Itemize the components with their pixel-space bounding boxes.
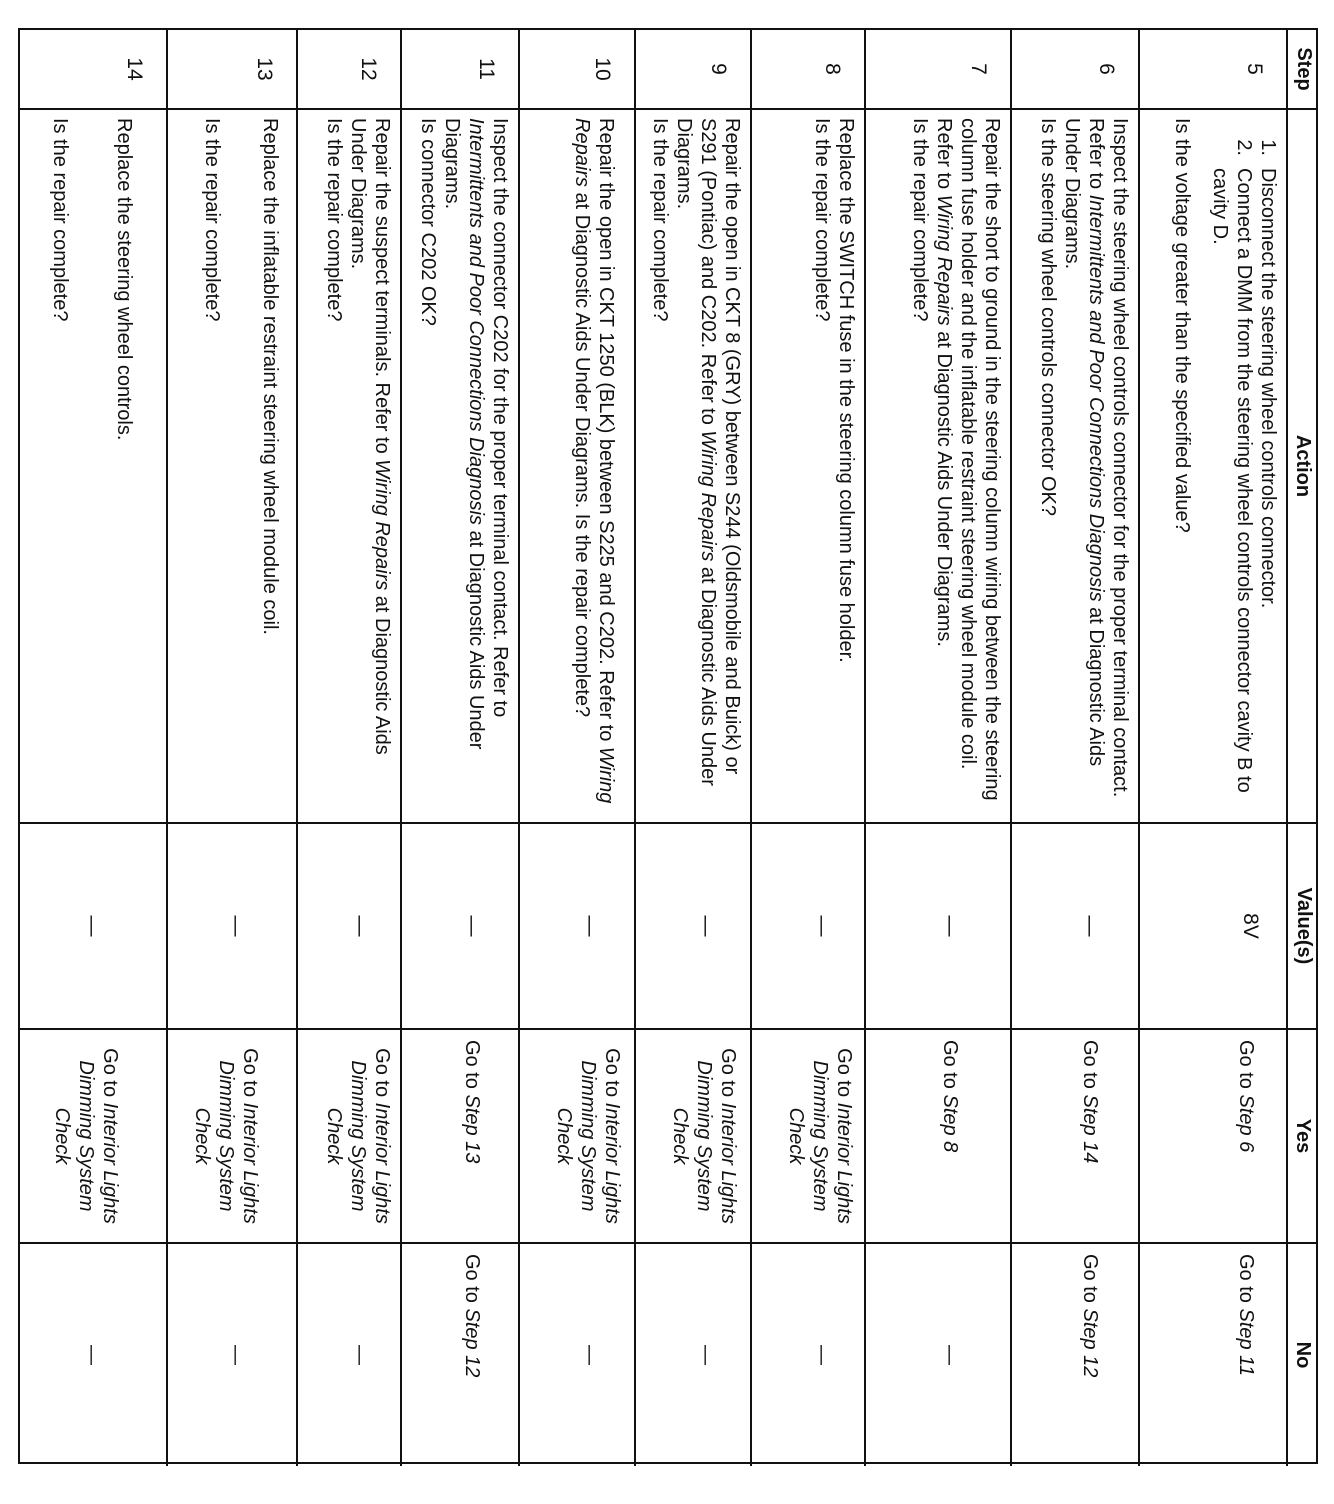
action-text: Repair the suspect terminals. Refer to Wiring Repairs at Diagnostic Aids Under Diagrams. <box>347 118 393 755</box>
yes-link: Interior Lights Dimming System Check <box>785 1060 855 1224</box>
action-cell <box>636 108 750 822</box>
action-question: Is the repair complete? <box>201 118 223 322</box>
step-number: 6 <box>1095 63 1118 75</box>
step-number: 13 <box>253 57 276 81</box>
action-cell <box>1012 108 1138 822</box>
no-cell: — <box>18 1242 166 1466</box>
table-row-step-14 <box>18 30 168 1466</box>
yes-link: Interior Lights Dimming System Check <box>669 1060 739 1224</box>
yes-link: Interior Lights Dimming System Check <box>553 1060 623 1224</box>
diagnostic-table-rotated-content <box>18 30 1318 1466</box>
yes-cell: Go to Interior Lights Dimming System Check <box>520 1028 634 1242</box>
yes-cell: Go to Interior Lights Dimming System Check <box>168 1028 296 1242</box>
action-cell <box>402 108 518 822</box>
action-cell <box>1140 108 1286 822</box>
table-row-step-6 <box>1012 30 1140 1466</box>
value-cell: — <box>520 822 634 1028</box>
no-cell: — <box>168 1242 296 1466</box>
yes-link: Step 6 <box>1235 1094 1257 1153</box>
action-question: Is the repair complete? <box>811 118 833 322</box>
action-cell <box>752 108 864 822</box>
action-question: Is the repair complete? <box>909 118 931 322</box>
value-cell: — <box>636 822 750 1028</box>
value-cell: — <box>1012 822 1138 1028</box>
yes-link: Interior Lights Dimming System Check <box>323 1060 393 1224</box>
step-number: 7 <box>967 63 990 75</box>
table-row-step-5 <box>1140 30 1288 1466</box>
yes-cell: Go to Interior Lights Dimming System Check <box>752 1028 864 1242</box>
step-number: 9 <box>707 63 730 75</box>
step-number: 10 <box>591 57 614 81</box>
no-link: Step 12 <box>461 1308 483 1378</box>
yes-link: Step 8 <box>939 1094 961 1153</box>
list-item: 2. Connect a DMM from the steering wheel controls connector cavity B to cavity D. <box>1209 139 1255 793</box>
action-cell <box>298 108 400 822</box>
yes-link: Step 14 <box>1079 1094 1101 1164</box>
action-cell <box>866 108 1010 822</box>
action-question: Is the steering wheel controls connector OK? <box>1037 118 1059 516</box>
no-cell: Go to Step 12 <box>1012 1242 1138 1466</box>
action-list <box>1208 118 1280 814</box>
no-link: Step 11 <box>1235 1308 1257 1376</box>
action-text: Inspect the steering wheel controls connector for the proper terminal contact. Refer to Intermittents and Poor Connections Diagnosis at Diagnostic Aids Under Diagrams. <box>1061 118 1131 798</box>
value-cell: — <box>866 822 1010 1028</box>
yes-link: Step 13 <box>461 1094 483 1164</box>
yes-cell: Go to Interior Lights Dimming System Check <box>18 1028 166 1242</box>
yes-cell: Go to Interior Lights Dimming System Check <box>298 1028 400 1242</box>
no-cell: — <box>752 1242 864 1466</box>
yes-cell: Go to Step 6 <box>1140 1028 1286 1242</box>
step-number: 12 <box>357 57 380 81</box>
action-question: Is the repair complete? <box>49 118 71 322</box>
action-question: Is the voltage greater than the specified value? <box>1171 118 1193 533</box>
step-number: 8 <box>821 63 844 75</box>
table-row-step-7 <box>866 30 1012 1466</box>
diagnostic-table <box>18 28 1318 1464</box>
value-cell: — <box>298 822 400 1028</box>
action-text: Repair the short to ground in the steering column wiring between the steering column fuse holder and the inflatable restraint steering wheel module coil. Refer to Wiring Repairs at Diagnostic Aids Under Diagrams. <box>933 118 1003 801</box>
header-no: No <box>1288 1242 1318 1466</box>
list-item: 1. Disconnect the steering wheel controls connector. <box>1257 139 1279 609</box>
action-question: Is the repair complete? <box>649 118 671 322</box>
value-cell: 8V <box>1140 822 1286 1028</box>
step-number: 5 <box>1243 63 1266 75</box>
value-cell: — <box>18 822 166 1028</box>
table-row-step-9 <box>636 30 752 1466</box>
action-text: Replace the SWITCH fuse in the steering column fuse holder. <box>835 118 857 663</box>
step-number: 14 <box>123 57 146 81</box>
action-question: Is connector C202 OK? <box>417 118 439 326</box>
no-cell: — <box>636 1242 750 1466</box>
yes-cell: Go to Step 13 <box>402 1028 518 1242</box>
value-cell: — <box>168 822 296 1028</box>
action-text: Replace the inflatable restraint steering wheel module coil. <box>259 118 281 635</box>
value-cell: — <box>402 822 518 1028</box>
table-row-step-8 <box>752 30 866 1466</box>
header-values: Value(s) <box>1288 822 1318 1028</box>
yes-cell: Go to Step 14 <box>1012 1028 1138 1242</box>
header-step: Step <box>1293 47 1315 91</box>
action-text: Repair the open in CKT 8 (GRY) between S244 (Oldsmobile and Buick) or S291 (Pontiac) and C202. Refer to Wiring Repairs at Diagnostic Aids Under Diagrams. <box>673 118 743 786</box>
no-cell: — <box>866 1242 1010 1466</box>
action-text: Inspect the connector C202 for the proper terminal contact. Refer to Intermittents and Poor Connections Diagnosis at Diagnostic Aids Under Diagrams. <box>441 118 511 750</box>
yes-link: Interior Lights Dimming System Check <box>51 1060 121 1224</box>
value-cell: — <box>752 822 864 1028</box>
table-row-step-13 <box>168 30 298 1466</box>
action-cell <box>168 108 296 822</box>
action-text: Repair the open in CKT 1250 (BLK) between S225 and C202. Refer to Wiring Repairs at Diagnostic Aids Under Diagrams. Is the repair complete? <box>571 118 617 804</box>
no-link: Step 12 <box>1079 1308 1101 1378</box>
action-cell <box>520 108 634 822</box>
action-cell <box>18 108 166 822</box>
action-question: Is the repair complete? <box>323 118 345 322</box>
action-text: Replace the steering wheel controls. <box>113 118 135 441</box>
header-action: Action <box>1288 108 1318 822</box>
no-cell: — <box>520 1242 634 1466</box>
no-cell: Go to Step 12 <box>402 1242 518 1466</box>
no-cell: Go to Step 11 <box>1140 1242 1286 1466</box>
table-row-step-10 <box>520 30 636 1466</box>
yes-cell: Go to Step 8 <box>866 1028 1010 1242</box>
yes-link: Interior Lights Dimming System Check <box>191 1060 261 1224</box>
table-header-row <box>1288 30 1318 1466</box>
header-yes: Yes <box>1288 1028 1318 1242</box>
no-cell: — <box>298 1242 400 1466</box>
table-row-step-12 <box>298 30 402 1466</box>
step-number: 11 <box>475 58 498 80</box>
table-row-step-11 <box>402 30 520 1466</box>
yes-cell: Go to Interior Lights Dimming System Check <box>636 1028 750 1242</box>
